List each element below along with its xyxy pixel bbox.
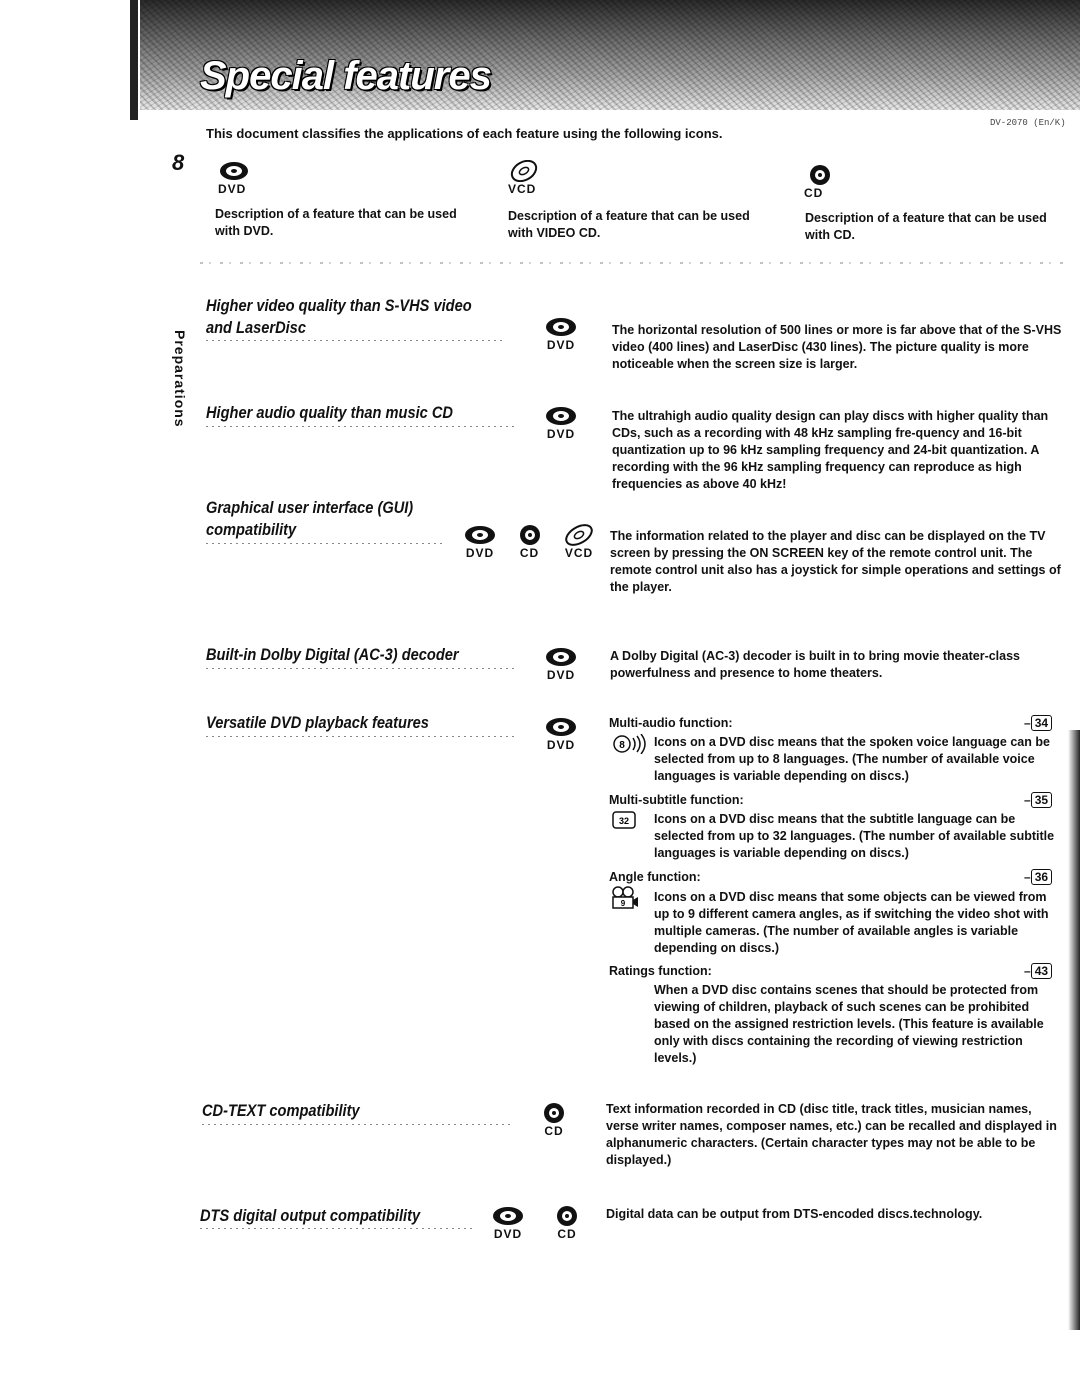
model-code: DV-2070 (En/K) xyxy=(990,118,1066,128)
icon-label: CD xyxy=(519,546,540,560)
page-ref-number: 43 xyxy=(1031,963,1052,979)
feature-icon-dvd xyxy=(462,524,498,560)
sub-feature-head: Multi-audio function: xyxy=(609,716,733,730)
title-rule xyxy=(206,543,446,544)
feature-title: DTS digital output compatibility xyxy=(200,1206,421,1225)
feature-title: CD-TEXT compatibility xyxy=(202,1101,360,1120)
icon-label: DVD xyxy=(546,738,576,752)
icon-label: CD xyxy=(557,1227,577,1241)
dvd-disc-icon xyxy=(462,524,498,546)
vcd-disc-icon xyxy=(508,160,540,182)
feature-title xyxy=(206,295,576,339)
feature-icon-dvd xyxy=(543,716,579,752)
feature-text: Digital data can be output from DTS-encoded discs.technology. xyxy=(606,1207,983,1221)
page-ref: – 43 xyxy=(1024,964,1052,978)
dvd-disc-icon xyxy=(543,646,579,668)
feature-text: Text information recorded in CD (disc title, track titles, musician names, verse writer names, composer names, etc.) can be recalled and displayed in alphanumeric characters. (Certain character types may not be able to be displayed.) xyxy=(606,1102,1057,1167)
cd-disc-icon xyxy=(549,1205,585,1227)
angle-count: 9 xyxy=(620,899,626,908)
feature-icon-dvd xyxy=(490,1205,526,1241)
subtitle-language-icon xyxy=(612,811,636,831)
feature-icons xyxy=(462,524,597,560)
sub-feature-head: Angle function: xyxy=(609,870,701,884)
intro-text: This document classifies the applications of each feature using the following icons. xyxy=(206,126,723,141)
cd-disc-icon xyxy=(536,1102,572,1124)
legend-label: CD xyxy=(804,186,824,200)
subtitle-count: 32 xyxy=(618,816,630,826)
legend-vcd xyxy=(508,160,540,196)
feature-icon-dvd xyxy=(543,646,579,682)
title-rule xyxy=(206,736,516,737)
title-rule xyxy=(206,340,506,341)
page-ref-number: 36 xyxy=(1031,869,1052,885)
icon-label: CD xyxy=(544,1124,564,1138)
feature-icon-cd xyxy=(536,1102,572,1138)
dvd-disc-icon xyxy=(218,160,250,182)
camera-angle-icon xyxy=(610,886,640,910)
audio-count: 8 xyxy=(619,740,625,751)
feature-text: A Dolby Digital (AC-3) decoder is built in to bring movie theater-class powerfulness and presence to home theaters. xyxy=(610,649,1021,680)
feature-title-line: Graphical user interface (GUI) xyxy=(206,498,414,517)
divider xyxy=(200,262,1066,264)
legend-dvd xyxy=(218,160,250,196)
page-ref: – 36 xyxy=(1024,870,1052,884)
title-rule xyxy=(200,1228,475,1229)
header-banner xyxy=(140,0,1080,110)
sub-feature-text: Icons on a DVD disc means that the spoken voice language can be selected from up to 8 languages. (The number of available voice languages is variable depending on discs.) xyxy=(654,735,1050,783)
legend-desc: Description of a feature that can be used with CD. xyxy=(805,211,1047,242)
page-number: 8 xyxy=(172,150,185,175)
feature-text: The ultrahigh audio quality design can play discs with higher quality than CDs, such as a recording with 48 kHz sampling fre-quency and 16-bit quantization up to 96 kHz sampling frequency and 24-bit quantization. A recording with the 96 kHz sampling frequency can reproduce as high frequencies as above 40 kHz! xyxy=(612,409,1049,491)
feature-title: Higher audio quality than music CD xyxy=(206,403,453,422)
feature-icon-dvd xyxy=(543,405,579,441)
icon-label: VCD xyxy=(564,546,594,560)
feature-title: Built-in Dolby Digital (AC-3) decoder xyxy=(206,645,459,664)
sub-feature-text: Icons on a DVD disc means that some objects can be viewed from up to 9 different camera angles, as if switching the video shot with multiple cameras. (The number of available angles is variable depending on discs.) xyxy=(654,890,1049,955)
feature-icon-cd xyxy=(512,524,548,560)
sub-feature-head: Multi-subtitle function: xyxy=(609,793,744,807)
feature-icon-vcd xyxy=(561,524,597,560)
legend-label: DVD xyxy=(218,182,247,196)
title-rule xyxy=(202,1124,512,1125)
icon-label: DVD xyxy=(493,1227,523,1241)
feature-icon-cd xyxy=(549,1205,585,1241)
dvd-disc-icon xyxy=(543,716,579,738)
cd-disc-icon xyxy=(512,524,548,546)
icon-label: DVD xyxy=(546,668,576,682)
cd-disc-icon xyxy=(804,164,836,186)
legend-desc: Description of a feature that can be used with DVD. xyxy=(215,207,457,238)
banner-edge xyxy=(130,0,138,120)
vcd-disc-icon xyxy=(561,524,597,546)
legend-label: VCD xyxy=(508,182,537,196)
sub-feature-head: Ratings function: xyxy=(609,964,712,978)
dvd-disc-icon xyxy=(490,1205,526,1227)
page-ref-number: 34 xyxy=(1031,715,1052,731)
legend-desc: Description of a feature that can be used with VIDEO CD. xyxy=(508,209,750,240)
icon-label: DVD xyxy=(546,338,576,352)
page-ref-number: 35 xyxy=(1031,792,1052,808)
dvd-disc-icon xyxy=(543,405,579,427)
audio-language-icon xyxy=(612,734,652,754)
icon-label: DVD xyxy=(465,546,495,560)
sub-feature-text: Icons on a DVD disc means that the subtitle language can be selected from up to 32 languages. (The number of available subtitle languages is variable depending on discs.) xyxy=(654,812,1055,860)
page-title: Special features xyxy=(200,54,491,98)
scan-edge xyxy=(1068,730,1080,1330)
feature-icons xyxy=(490,1205,585,1241)
feature-text: The horizontal resolution of 500 lines or more is far above that of the S-VHS video (400 lines) and LaserDisc (430 lines). The picture quality is more noticeable when the screen size is larger. xyxy=(612,323,1062,371)
page-ref: – 35 xyxy=(1024,793,1052,807)
side-tab: Preparations xyxy=(172,330,188,428)
feature-title-line: Higher video quality than S-VHS video xyxy=(206,296,472,315)
dvd-disc-icon xyxy=(543,316,579,338)
legend-cd xyxy=(804,164,836,200)
page-ref: – 34 xyxy=(1024,716,1052,730)
title-rule xyxy=(206,668,516,669)
sub-feature-text: When a DVD disc contains scenes that should be protected from viewing of children, playback of such scenes can be prohibited based on the assigned restriction levels. (This feature is available only with discs containing the recording of viewing restriction levels.) xyxy=(654,983,1044,1065)
feature-title: Versatile DVD playback features xyxy=(206,713,429,732)
feature-text: The information related to the player and disc can be displayed on the TV screen by pressing the ON SCREEN key of the remote control unit. The remote control unit also has a joystick for simple operations and settings of the player. xyxy=(610,529,1061,594)
feature-title-line: compatibility xyxy=(206,520,297,539)
feature-title-line: and LaserDisc xyxy=(206,318,306,337)
icon-label: DVD xyxy=(546,427,576,441)
title-rule xyxy=(206,426,516,427)
feature-icon-dvd xyxy=(543,316,579,352)
